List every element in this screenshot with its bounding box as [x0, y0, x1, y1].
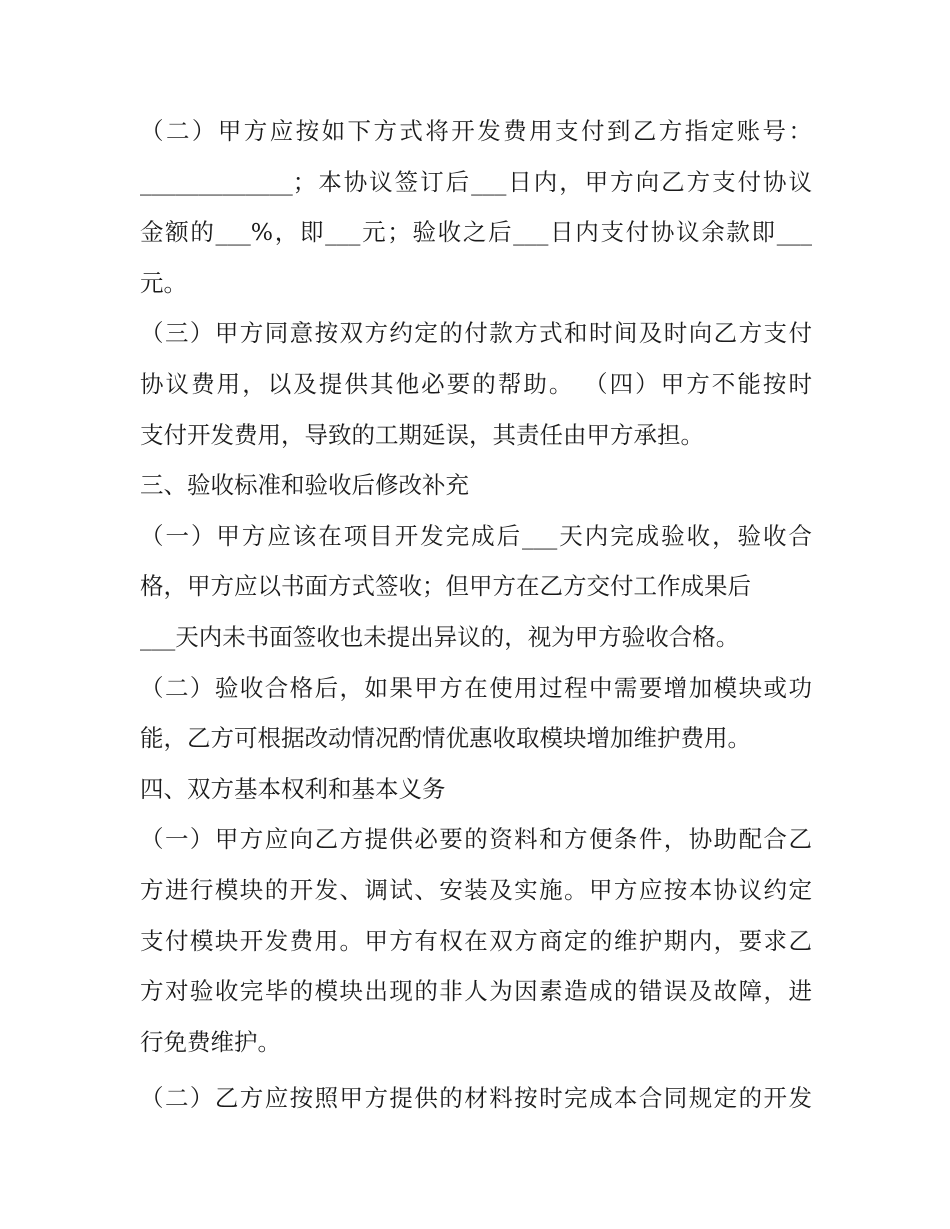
text-line-3: 金额的___%，即___元；验收之后___日内支付协议余款即___	[140, 218, 812, 247]
text-line-13: 能，乙方可根据改动情况酌情优惠收取模块增加维护费用。	[140, 724, 751, 753]
text-line-5: （三）甲方同意按双方约定的付款方式和时间及时向乙方支付	[140, 319, 812, 348]
text-line-4: 元。	[140, 268, 187, 297]
text-line-11: ___天内未书面签收也未提出异议的，视为甲方验收合格。	[140, 622, 740, 651]
section-heading-4: 四、双方基本权利和基本义务	[140, 774, 446, 803]
text-line-12: （二）验收合格后，如果甲方在使用过程中需要增加模块或功	[140, 673, 812, 702]
text-line-10: 格，甲方应以书面方式签收；但甲方在乙方交付工作成果后	[140, 572, 751, 601]
text-line-16: 方进行模块的开发、调试、安装及实施。甲方应按本协议约定	[140, 875, 812, 904]
text-line-6: 协议费用，以及提供其他必要的帮助。 （四）甲方不能按时	[140, 369, 812, 398]
document-body	[140, 106, 812, 1124]
section-heading-3: 三、验收标准和验收后修改补充	[140, 471, 469, 500]
text-line-20: （二）乙方应按照甲方提供的材料按时完成本合同规定的开发	[140, 1084, 812, 1113]
text-line-1: （二）甲方应按如下方式将开发费用支付到乙方指定账号：	[140, 117, 812, 145]
text-line-17: 支付模块开发费用。甲方有权在双方商定的维护期内，要求乙	[140, 926, 812, 955]
text-line-2: _____________；本协议签订后___日内，甲方向乙方支付协议	[140, 167, 812, 196]
text-line-19: 行免费维护。	[140, 1027, 281, 1056]
text-line-15: （一）甲方应向乙方提供必要的资料和方便条件，协助配合乙	[140, 825, 812, 854]
text-line-7: 支付开发费用，导致的工期延误，其责任由甲方承担。	[140, 420, 704, 449]
text-line-18: 方对验收完毕的模块出现的非人为因素造成的错误及故障，进	[140, 977, 812, 1006]
text-line-9: （一）甲方应该在项目开发完成后___天内完成验收，验收合	[140, 521, 812, 550]
